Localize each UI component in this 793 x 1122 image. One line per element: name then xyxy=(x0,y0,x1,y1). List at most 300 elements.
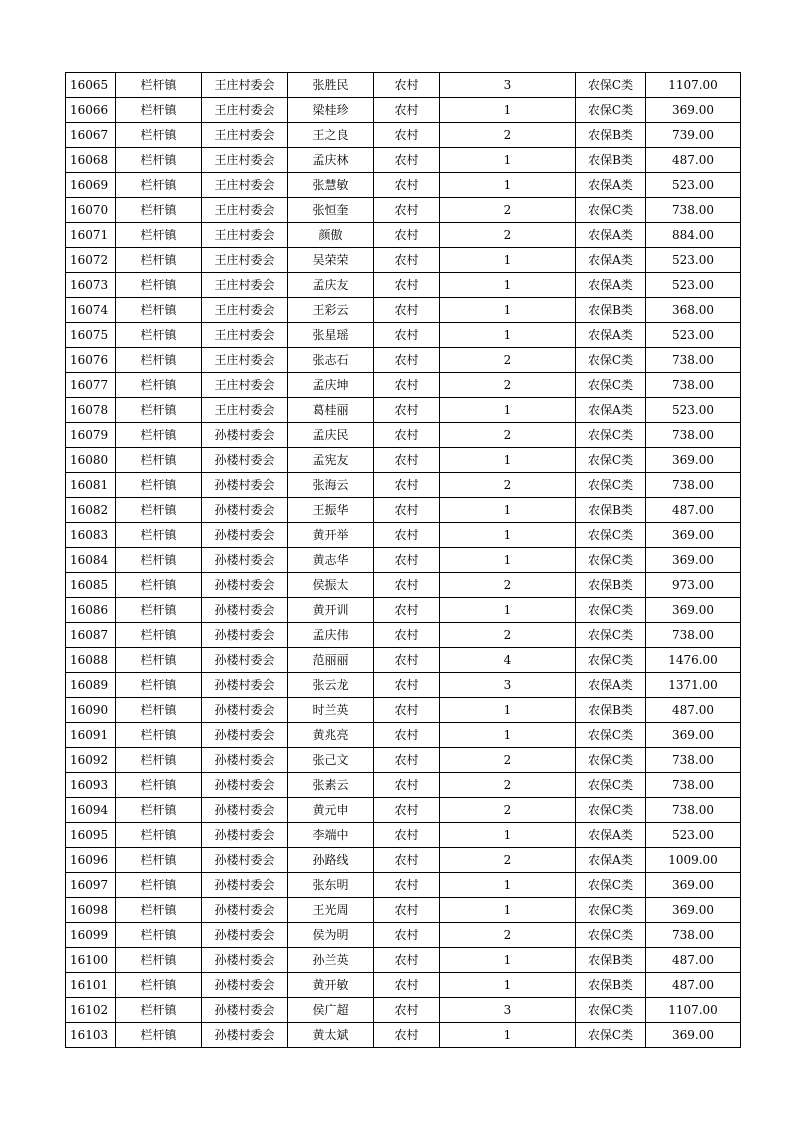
cell-name: 王振华 xyxy=(288,498,374,523)
table-row xyxy=(66,348,741,373)
table-row xyxy=(66,573,741,598)
cell-insurance-category: 农保B类 xyxy=(576,298,646,323)
cell-amount: 523.00 xyxy=(646,323,741,348)
cell-area-type: 农村 xyxy=(374,173,440,198)
cell-village-committee: 孙楼村委会 xyxy=(202,998,288,1023)
table-row xyxy=(66,223,741,248)
cell-village-committee: 孙楼村委会 xyxy=(202,873,288,898)
cell-amount: 487.00 xyxy=(646,948,741,973)
cell-town: 栏杆镇 xyxy=(116,848,202,873)
cell-insurance-category: 农保C类 xyxy=(576,798,646,823)
cell-name: 黄开举 xyxy=(288,523,374,548)
cell-household-count: 1 xyxy=(440,498,576,523)
cell-town: 栏杆镇 xyxy=(116,548,202,573)
cell-village-committee: 孙楼村委会 xyxy=(202,623,288,648)
cell-household-count: 1 xyxy=(440,98,576,123)
cell-household-count: 1 xyxy=(440,523,576,548)
cell-amount: 369.00 xyxy=(646,723,741,748)
cell-town: 栏杆镇 xyxy=(116,223,202,248)
cell-name: 孟庆友 xyxy=(288,273,374,298)
cell-household-count: 1 xyxy=(440,173,576,198)
cell-row-number: 16087 xyxy=(66,623,116,648)
table-row xyxy=(66,73,741,98)
cell-household-count: 2 xyxy=(440,573,576,598)
cell-insurance-category: 农保C类 xyxy=(576,73,646,98)
cell-area-type: 农村 xyxy=(374,498,440,523)
table-row xyxy=(66,698,741,723)
cell-village-committee: 孙楼村委会 xyxy=(202,723,288,748)
cell-household-count: 1 xyxy=(440,698,576,723)
cell-insurance-category: 农保C类 xyxy=(576,873,646,898)
table-row xyxy=(66,973,741,998)
cell-area-type: 农村 xyxy=(374,323,440,348)
cell-name: 孟庆林 xyxy=(288,148,374,173)
cell-amount: 1107.00 xyxy=(646,998,741,1023)
cell-amount: 369.00 xyxy=(646,1023,741,1048)
cell-area-type: 农村 xyxy=(374,698,440,723)
cell-household-count: 1 xyxy=(440,398,576,423)
cell-insurance-category: 农保C类 xyxy=(576,98,646,123)
cell-amount: 738.00 xyxy=(646,623,741,648)
cell-area-type: 农村 xyxy=(374,948,440,973)
cell-name: 孙路线 xyxy=(288,848,374,873)
cell-town: 栏杆镇 xyxy=(116,598,202,623)
cell-name: 张东明 xyxy=(288,873,374,898)
cell-town: 栏杆镇 xyxy=(116,173,202,198)
cell-row-number: 16067 xyxy=(66,123,116,148)
cell-name: 王光周 xyxy=(288,898,374,923)
cell-insurance-category: 农保B类 xyxy=(576,498,646,523)
cell-amount: 368.00 xyxy=(646,298,741,323)
cell-insurance-category: 农保B类 xyxy=(576,148,646,173)
cell-name: 孟庆民 xyxy=(288,423,374,448)
cell-household-count: 2 xyxy=(440,848,576,873)
cell-insurance-category: 农保C类 xyxy=(576,923,646,948)
cell-town: 栏杆镇 xyxy=(116,298,202,323)
cell-village-committee: 王庄村委会 xyxy=(202,198,288,223)
cell-area-type: 农村 xyxy=(374,248,440,273)
cell-town: 栏杆镇 xyxy=(116,423,202,448)
cell-town: 栏杆镇 xyxy=(116,348,202,373)
cell-village-committee: 孙楼村委会 xyxy=(202,848,288,873)
cell-amount: 523.00 xyxy=(646,823,741,848)
table-row xyxy=(66,773,741,798)
cell-name: 张星瑶 xyxy=(288,323,374,348)
cell-town: 栏杆镇 xyxy=(116,123,202,148)
cell-village-committee: 孙楼村委会 xyxy=(202,923,288,948)
table-row xyxy=(66,248,741,273)
data-table xyxy=(65,72,741,1048)
cell-row-number: 16069 xyxy=(66,173,116,198)
cell-village-committee: 孙楼村委会 xyxy=(202,548,288,573)
cell-amount: 487.00 xyxy=(646,698,741,723)
cell-village-committee: 王庄村委会 xyxy=(202,398,288,423)
cell-row-number: 16091 xyxy=(66,723,116,748)
cell-insurance-category: 农保C类 xyxy=(576,348,646,373)
cell-household-count: 2 xyxy=(440,473,576,498)
cell-amount: 487.00 xyxy=(646,498,741,523)
cell-amount: 738.00 xyxy=(646,473,741,498)
cell-town: 栏杆镇 xyxy=(116,623,202,648)
cell-area-type: 农村 xyxy=(374,998,440,1023)
table-row xyxy=(66,123,741,148)
cell-area-type: 农村 xyxy=(374,923,440,948)
table-row xyxy=(66,998,741,1023)
table-row xyxy=(66,823,741,848)
cell-name: 张慧敏 xyxy=(288,173,374,198)
cell-row-number: 16071 xyxy=(66,223,116,248)
cell-area-type: 农村 xyxy=(374,573,440,598)
cell-area-type: 农村 xyxy=(374,673,440,698)
cell-row-number: 16103 xyxy=(66,1023,116,1048)
cell-household-count: 2 xyxy=(440,748,576,773)
cell-area-type: 农村 xyxy=(374,523,440,548)
cell-amount: 369.00 xyxy=(646,598,741,623)
cell-area-type: 农村 xyxy=(374,298,440,323)
cell-insurance-category: 农保A类 xyxy=(576,848,646,873)
cell-row-number: 16084 xyxy=(66,548,116,573)
cell-area-type: 农村 xyxy=(374,598,440,623)
table-row xyxy=(66,273,741,298)
cell-insurance-category: 农保C类 xyxy=(576,373,646,398)
cell-household-count: 2 xyxy=(440,773,576,798)
cell-name: 张云龙 xyxy=(288,673,374,698)
table-row xyxy=(66,923,741,948)
cell-area-type: 农村 xyxy=(374,73,440,98)
cell-name: 侯振太 xyxy=(288,573,374,598)
cell-row-number: 16096 xyxy=(66,848,116,873)
cell-area-type: 农村 xyxy=(374,648,440,673)
cell-row-number: 16082 xyxy=(66,498,116,523)
table-body xyxy=(66,73,741,1048)
cell-amount: 884.00 xyxy=(646,223,741,248)
cell-town: 栏杆镇 xyxy=(116,148,202,173)
cell-amount: 369.00 xyxy=(646,898,741,923)
cell-amount: 369.00 xyxy=(646,98,741,123)
cell-area-type: 农村 xyxy=(374,148,440,173)
cell-row-number: 16070 xyxy=(66,198,116,223)
cell-row-number: 16066 xyxy=(66,98,116,123)
cell-insurance-category: 农保A类 xyxy=(576,398,646,423)
cell-insurance-category: 农保C类 xyxy=(576,623,646,648)
cell-amount: 738.00 xyxy=(646,748,741,773)
cell-row-number: 16073 xyxy=(66,273,116,298)
cell-name: 孟宪友 xyxy=(288,448,374,473)
cell-insurance-category: 农保C类 xyxy=(576,523,646,548)
cell-row-number: 16100 xyxy=(66,948,116,973)
cell-village-committee: 孙楼村委会 xyxy=(202,573,288,598)
cell-household-count: 1 xyxy=(440,273,576,298)
table-row xyxy=(66,498,741,523)
table-row xyxy=(66,598,741,623)
table-row xyxy=(66,873,741,898)
cell-insurance-category: 农保B类 xyxy=(576,573,646,598)
cell-town: 栏杆镇 xyxy=(116,948,202,973)
table-row xyxy=(66,948,741,973)
cell-area-type: 农村 xyxy=(374,1023,440,1048)
cell-village-committee: 王庄村委会 xyxy=(202,223,288,248)
cell-town: 栏杆镇 xyxy=(116,773,202,798)
cell-name: 王之良 xyxy=(288,123,374,148)
cell-area-type: 农村 xyxy=(374,473,440,498)
cell-row-number: 16090 xyxy=(66,698,116,723)
cell-town: 栏杆镇 xyxy=(116,523,202,548)
cell-village-committee: 孙楼村委会 xyxy=(202,748,288,773)
cell-insurance-category: 农保A类 xyxy=(576,823,646,848)
cell-area-type: 农村 xyxy=(374,198,440,223)
cell-insurance-category: 农保C类 xyxy=(576,898,646,923)
cell-name: 孟庆坤 xyxy=(288,373,374,398)
cell-area-type: 农村 xyxy=(374,223,440,248)
cell-household-count: 2 xyxy=(440,198,576,223)
table-row xyxy=(66,523,741,548)
cell-town: 栏杆镇 xyxy=(116,498,202,523)
cell-household-count: 1 xyxy=(440,948,576,973)
cell-row-number: 16098 xyxy=(66,898,116,923)
table-row xyxy=(66,173,741,198)
cell-area-type: 农村 xyxy=(374,348,440,373)
cell-household-count: 1 xyxy=(440,873,576,898)
cell-amount: 738.00 xyxy=(646,423,741,448)
cell-name: 李端中 xyxy=(288,823,374,848)
cell-insurance-category: 农保B类 xyxy=(576,698,646,723)
cell-town: 栏杆镇 xyxy=(116,873,202,898)
cell-amount: 369.00 xyxy=(646,523,741,548)
cell-amount: 1009.00 xyxy=(646,848,741,873)
cell-village-committee: 孙楼村委会 xyxy=(202,773,288,798)
cell-name: 王彩云 xyxy=(288,298,374,323)
cell-area-type: 农村 xyxy=(374,123,440,148)
cell-insurance-category: 农保B类 xyxy=(576,973,646,998)
cell-name: 黄元申 xyxy=(288,798,374,823)
cell-area-type: 农村 xyxy=(374,873,440,898)
cell-row-number: 16075 xyxy=(66,323,116,348)
cell-town: 栏杆镇 xyxy=(116,973,202,998)
cell-name: 黄开敏 xyxy=(288,973,374,998)
cell-insurance-category: 农保C类 xyxy=(576,198,646,223)
table-row xyxy=(66,848,741,873)
cell-household-count: 2 xyxy=(440,798,576,823)
cell-village-committee: 孙楼村委会 xyxy=(202,498,288,523)
cell-area-type: 农村 xyxy=(374,548,440,573)
cell-village-committee: 王庄村委会 xyxy=(202,148,288,173)
cell-village-committee: 孙楼村委会 xyxy=(202,473,288,498)
cell-amount: 1476.00 xyxy=(646,648,741,673)
cell-village-committee: 王庄村委会 xyxy=(202,173,288,198)
cell-household-count: 1 xyxy=(440,323,576,348)
cell-name: 黄志华 xyxy=(288,548,374,573)
cell-insurance-category: 农保C类 xyxy=(576,748,646,773)
table-row xyxy=(66,673,741,698)
cell-amount: 1371.00 xyxy=(646,673,741,698)
table-row xyxy=(66,423,741,448)
cell-village-committee: 王庄村委会 xyxy=(202,123,288,148)
cell-household-count: 1 xyxy=(440,973,576,998)
cell-name: 张志石 xyxy=(288,348,374,373)
cell-village-committee: 王庄村委会 xyxy=(202,273,288,298)
cell-name: 张素云 xyxy=(288,773,374,798)
cell-household-count: 2 xyxy=(440,348,576,373)
cell-town: 栏杆镇 xyxy=(116,723,202,748)
cell-town: 栏杆镇 xyxy=(116,398,202,423)
cell-amount: 523.00 xyxy=(646,398,741,423)
cell-household-count: 1 xyxy=(440,723,576,748)
cell-household-count: 1 xyxy=(440,1023,576,1048)
cell-village-committee: 孙楼村委会 xyxy=(202,898,288,923)
cell-area-type: 农村 xyxy=(374,898,440,923)
cell-area-type: 农村 xyxy=(374,448,440,473)
cell-household-count: 3 xyxy=(440,673,576,698)
cell-household-count: 3 xyxy=(440,73,576,98)
cell-name: 张恒奎 xyxy=(288,198,374,223)
cell-town: 栏杆镇 xyxy=(116,473,202,498)
cell-insurance-category: 农保A类 xyxy=(576,673,646,698)
cell-row-number: 16079 xyxy=(66,423,116,448)
cell-amount: 738.00 xyxy=(646,198,741,223)
cell-household-count: 2 xyxy=(440,423,576,448)
cell-name: 黄开训 xyxy=(288,598,374,623)
table-row xyxy=(66,398,741,423)
cell-amount: 739.00 xyxy=(646,123,741,148)
cell-village-committee: 王庄村委会 xyxy=(202,248,288,273)
cell-town: 栏杆镇 xyxy=(116,573,202,598)
cell-name: 孟庆伟 xyxy=(288,623,374,648)
cell-household-count: 1 xyxy=(440,598,576,623)
cell-row-number: 16085 xyxy=(66,573,116,598)
cell-row-number: 16102 xyxy=(66,998,116,1023)
cell-amount: 973.00 xyxy=(646,573,741,598)
cell-village-committee: 孙楼村委会 xyxy=(202,948,288,973)
table-row xyxy=(66,148,741,173)
cell-town: 栏杆镇 xyxy=(116,98,202,123)
cell-town: 栏杆镇 xyxy=(116,198,202,223)
cell-insurance-category: 农保C类 xyxy=(576,998,646,1023)
table-row xyxy=(66,798,741,823)
cell-town: 栏杆镇 xyxy=(116,448,202,473)
cell-amount: 523.00 xyxy=(646,273,741,298)
cell-amount: 523.00 xyxy=(646,248,741,273)
cell-area-type: 农村 xyxy=(374,748,440,773)
cell-village-committee: 孙楼村委会 xyxy=(202,823,288,848)
cell-town: 栏杆镇 xyxy=(116,273,202,298)
cell-village-committee: 孙楼村委会 xyxy=(202,423,288,448)
cell-area-type: 农村 xyxy=(374,773,440,798)
cell-household-count: 3 xyxy=(440,998,576,1023)
cell-row-number: 16078 xyxy=(66,398,116,423)
cell-household-count: 1 xyxy=(440,148,576,173)
cell-area-type: 农村 xyxy=(374,798,440,823)
cell-name: 张胜民 xyxy=(288,73,374,98)
cell-town: 栏杆镇 xyxy=(116,248,202,273)
cell-insurance-category: 农保C类 xyxy=(576,548,646,573)
cell-name: 梁桂珍 xyxy=(288,98,374,123)
cell-row-number: 16076 xyxy=(66,348,116,373)
cell-insurance-category: 农保A类 xyxy=(576,173,646,198)
cell-village-committee: 孙楼村委会 xyxy=(202,448,288,473)
cell-household-count: 2 xyxy=(440,373,576,398)
cell-insurance-category: 农保A类 xyxy=(576,273,646,298)
cell-name: 吴荣荣 xyxy=(288,248,374,273)
cell-row-number: 16072 xyxy=(66,248,116,273)
cell-row-number: 16074 xyxy=(66,298,116,323)
cell-village-committee: 孙楼村委会 xyxy=(202,973,288,998)
cell-row-number: 16083 xyxy=(66,523,116,548)
cell-row-number: 16089 xyxy=(66,673,116,698)
cell-household-count: 2 xyxy=(440,923,576,948)
cell-amount: 487.00 xyxy=(646,973,741,998)
cell-area-type: 农村 xyxy=(374,273,440,298)
cell-name: 时兰英 xyxy=(288,698,374,723)
cell-town: 栏杆镇 xyxy=(116,323,202,348)
cell-name: 张海云 xyxy=(288,473,374,498)
cell-village-committee: 王庄村委会 xyxy=(202,98,288,123)
table-row xyxy=(66,648,741,673)
cell-row-number: 16080 xyxy=(66,448,116,473)
cell-insurance-category: 农保A类 xyxy=(576,248,646,273)
cell-town: 栏杆镇 xyxy=(116,698,202,723)
cell-amount: 738.00 xyxy=(646,348,741,373)
cell-amount: 738.00 xyxy=(646,798,741,823)
cell-insurance-category: 农保A类 xyxy=(576,323,646,348)
cell-row-number: 16081 xyxy=(66,473,116,498)
cell-amount: 487.00 xyxy=(646,148,741,173)
cell-name: 黄兆亮 xyxy=(288,723,374,748)
cell-row-number: 16101 xyxy=(66,973,116,998)
cell-village-committee: 王庄村委会 xyxy=(202,73,288,98)
cell-area-type: 农村 xyxy=(374,823,440,848)
cell-town: 栏杆镇 xyxy=(116,798,202,823)
cell-town: 栏杆镇 xyxy=(116,1023,202,1048)
cell-village-committee: 孙楼村委会 xyxy=(202,1023,288,1048)
cell-insurance-category: 农保C类 xyxy=(576,423,646,448)
cell-amount: 369.00 xyxy=(646,548,741,573)
cell-town: 栏杆镇 xyxy=(116,748,202,773)
table-row xyxy=(66,548,741,573)
cell-insurance-category: 农保C类 xyxy=(576,648,646,673)
cell-name: 颜傲 xyxy=(288,223,374,248)
cell-name: 范丽丽 xyxy=(288,648,374,673)
cell-insurance-category: 农保B类 xyxy=(576,123,646,148)
table-row xyxy=(66,448,741,473)
cell-amount: 369.00 xyxy=(646,448,741,473)
cell-row-number: 16097 xyxy=(66,873,116,898)
cell-household-count: 1 xyxy=(440,898,576,923)
table-row xyxy=(66,198,741,223)
cell-town: 栏杆镇 xyxy=(116,998,202,1023)
cell-area-type: 农村 xyxy=(374,98,440,123)
cell-town: 栏杆镇 xyxy=(116,898,202,923)
cell-row-number: 16094 xyxy=(66,798,116,823)
cell-insurance-category: 农保A类 xyxy=(576,223,646,248)
cell-household-count: 1 xyxy=(440,248,576,273)
cell-amount: 738.00 xyxy=(646,773,741,798)
cell-area-type: 农村 xyxy=(374,398,440,423)
cell-row-number: 16088 xyxy=(66,648,116,673)
cell-row-number: 16077 xyxy=(66,373,116,398)
table-row xyxy=(66,473,741,498)
cell-area-type: 农村 xyxy=(374,373,440,398)
cell-row-number: 16093 xyxy=(66,773,116,798)
cell-town: 栏杆镇 xyxy=(116,823,202,848)
cell-row-number: 16095 xyxy=(66,823,116,848)
cell-row-number: 16068 xyxy=(66,148,116,173)
cell-name: 侯广超 xyxy=(288,998,374,1023)
cell-amount: 738.00 xyxy=(646,923,741,948)
cell-area-type: 农村 xyxy=(374,848,440,873)
table-row xyxy=(66,323,741,348)
cell-village-committee: 王庄村委会 xyxy=(202,323,288,348)
cell-name: 张己文 xyxy=(288,748,374,773)
